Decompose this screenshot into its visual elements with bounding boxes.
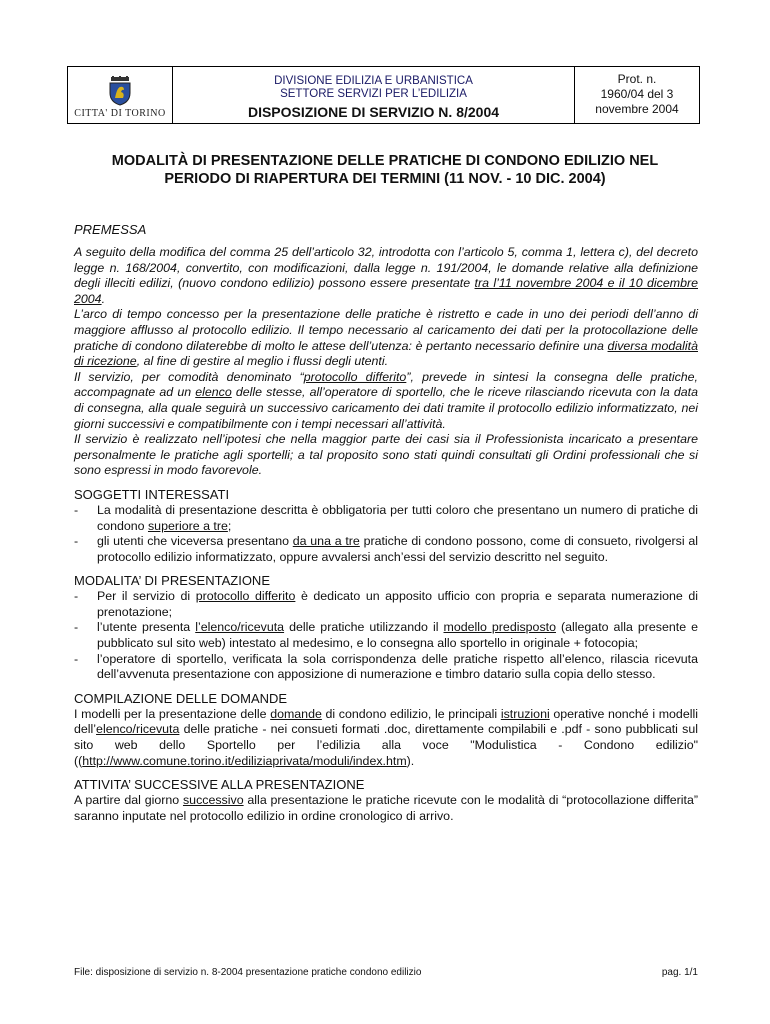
underlined-text: modello predisposto [443,620,556,635]
paragraph: I modelli per la presentazione delle domande di condono edilizio, le principali istruzioni operative nonché i modelli dell’elenco/ricevuta delle pratiche - nei consueti formati .doc, direttamente compilabili e .pdf - sono pubblicati sul sito web dello Sportello per l’edilizia alla voce "Modulistica - Condono edilizio" ((http://www.comune.torino.it/ediliziaprivata/moduli/index.htm). [74,706,698,768]
underlined-text: l’elenco/ricevuta [195,620,285,635]
paragraph: A partire dal giorno successivo alla presentazione le pratiche ricevute con le modalità di “protocollazione differita” saranno inputate nel protocollo edilizio in ordine cronologico di arrivo. [74,793,699,823]
sector-name: SETTORE SERVIZI PER L’EDILIZIA [280,88,467,100]
underlined-text: istruzioni [500,706,550,721]
underlined-text: da una a tre [292,534,360,549]
section-heading-attivita: ATTIVITA’ SUCCESSIVE ALLA PRESENTAZIONE [74,777,365,793]
underlined-text: tra l’11 novembre 2004 e il 10 dicembre 2004 [74,276,698,306]
document-title [70,152,700,188]
document-body [74,222,698,824]
protocol-box [575,67,699,123]
underlined-text: diversa modalità di ricezione [74,338,698,369]
paragraph: A seguito della modifica del comma 25 dell’articolo 32, introdotta con l’articolo 5, comma 1, lettera c), del decreto legge n. 168/2004, convertito, con modificazioni, dalla legge n. 191/2004, le domande relative alla definizione degli illeciti edilizi, (nuovo condono edilizio) possono essere presentate tra l’11 novembre 2004 e il 10 dicembre 2004. [74,245,698,306]
section-heading-soggetti: SOGGETTI INTERESSATI [74,486,230,502]
section-heading-compilazione: COMPILAZIONE DELLE DOMANDE [74,690,288,706]
paragraph: L’arco di tempo concesso per la presentazione delle pratiche è ristretto e cade in uno dei periodi dell’anno di maggiore afflusso al protocollo edilizio. Il tempo necessario al caricamento dei dati per la protocollazione delle pratiche di condono dilaterebbe di molto le attese dell’utenza: è pertanto necessario definire una diversa modalità di ricezione, al fine di gestire al meglio i flussi degli utenti. [74,307,698,369]
header-table [67,66,700,124]
underlined-text: elenco/ricevuta [96,722,180,737]
footer-filename: File: disposizione di servizio n. 8-2004 presentazione pratiche condono edilizio [74,967,422,978]
list [74,589,698,683]
protocol-label: Prot. n. [617,72,657,86]
list [74,503,698,565]
underlined-text: protocollo differito [195,589,296,604]
section-heading-modalita: MODALITA’ DI PRESENTAZIONE [74,573,270,589]
paragraph: Il servizio è realizzato nell’ipotesi che nella maggior parte dei casi sia il Professionista incaricato a presentare personalmente le pratiche agli sportelli; a tal proposito sono stati quindi consultati gli Ordini professionali che si sono espressi in modo favorevole. [74,432,698,478]
section-heading-premessa: PREMESSA [74,222,147,237]
title-line-1: MODALITÀ DI PRESENTAZIONE DELLE PRATICHE DI CONDONO EDILIZIO NEL [111,153,659,169]
protocol-date: novembre 2004 [595,102,679,116]
list-item: - gli utenti che viceversa presentano da una a tre pratiche di condono possono, come di consueto, rivolgersi al protocollo edilizio informatizzato, oppure avvalersi anch’essi del servizio descritto nel seguito. [74,534,698,565]
coat-of-arms-icon [105,76,135,106]
underlined-text: domande [270,706,322,721]
modulistica-link[interactable]: http://www.comune.torino.it/ediliziaprivata/moduli/index.htm [82,753,407,768]
header-center [173,67,575,123]
paragraph: Il servizio, per comodità denominato “protocollo differito”, prevede in sintesi la consegna delle pratiche, accompagnate ad un elenco delle stesse, all’operatore di sportello, che le riceve rilasciando ricevuta con la data di consegna, alla quale seguirà un successivo caricamento dei dati tramite il protocollo edilizio informatizzato, nei giorni successivi e compatibilmente con i tempi necessari all’attività. [74,369,698,431]
list-item: - l’utente presenta l’elenco/ricevuta delle pratiche utilizzando il modello predisposto (allegato alla presente e pubblicato sul sito web) intestato al medesimo, e lo consegna allo sportello in originale + fotocopia; [74,620,698,651]
underlined-text: superiore a tre [147,518,228,533]
footer-page-number: pag. 1/1 [661,967,698,978]
page-footer [74,967,698,978]
protocol-number: 1960/04 del 3 [600,87,674,101]
list-item: - La modalità di presentazione descritta è obbligatoria per tutti coloro che presentano un numero di pratiche di condono superiore a tre; [74,503,698,534]
logo-text: CITTA' DI TORINO [74,108,166,119]
underlined-text: successivo [182,793,244,808]
division-name: DIVISIONE EDILIZIA E URBANISTICA [274,75,473,87]
underlined-text: protocollo differito [303,369,407,384]
list-item: - Per il servizio di protocollo differito è dedicato un apposito ufficio con propria e separata numerazione di prenotazione; [74,589,698,620]
underlined-text: elenco [195,385,232,400]
title-line-2: PERIODO DI RIAPERTURA DEI TERMINI (11 NOV. - 10 DIC. 2004) [164,171,606,187]
list-item: - l’operatore di sportello, verificata la sola corrispondenza delle pratiche rispetto all’elenco, rilascia ricevuta dell’avvenuta presentazione con apposizione di numerazione e timbro datario sulla copia dello stesso. [74,652,698,683]
city-logo [68,67,173,123]
disposition-title: DISPOSIZIONE DI SERVIZIO N. 8/2004 [247,104,500,120]
